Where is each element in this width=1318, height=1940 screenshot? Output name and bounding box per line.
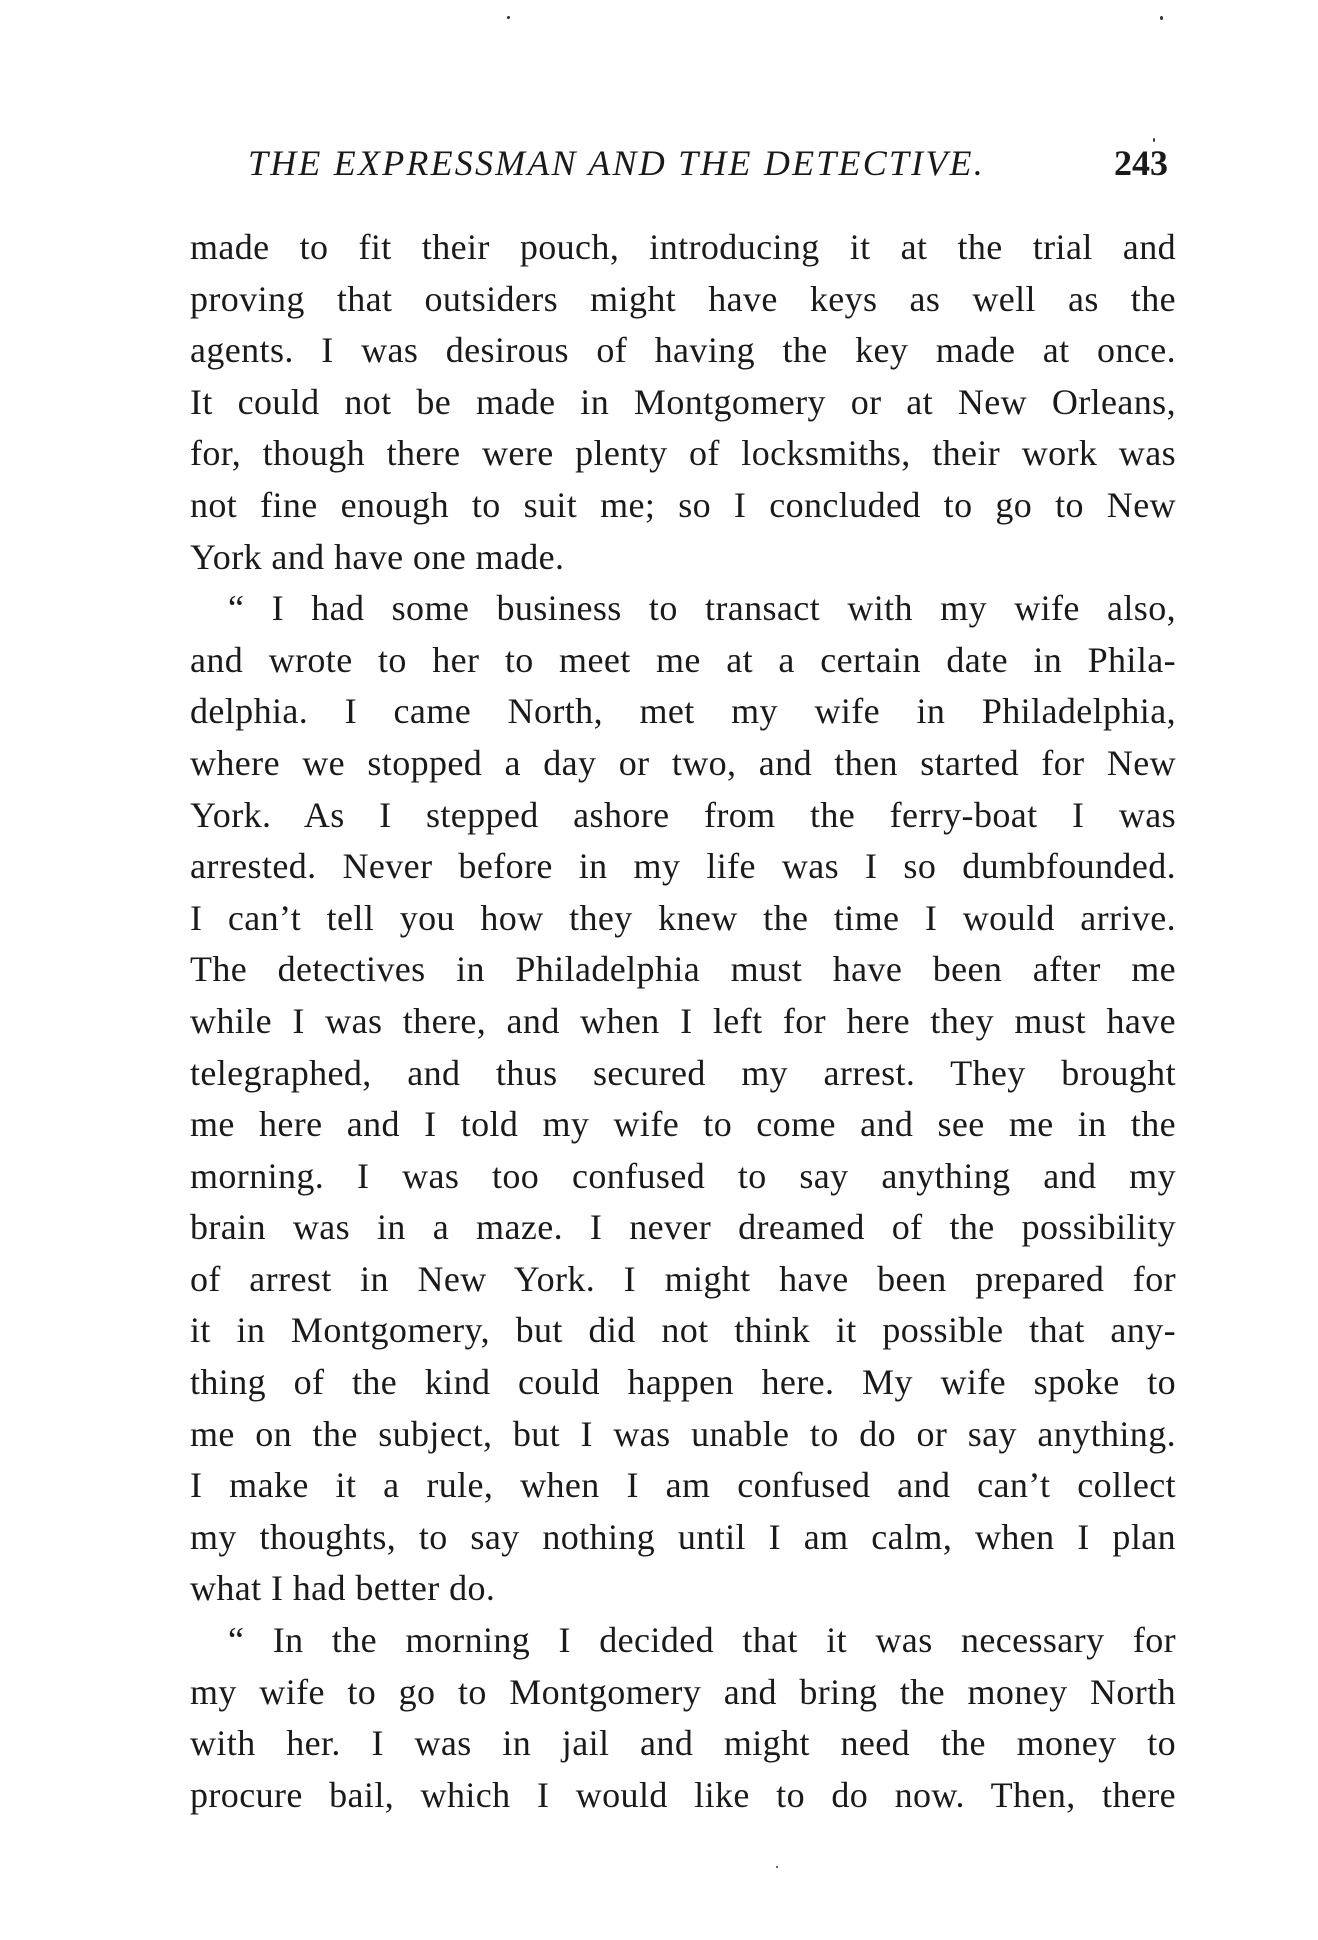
text-line: morning. I was too confused to say anything and my (190, 1155, 1176, 1196)
text-line: where we stopped a day or two, and then started for New (190, 742, 1176, 783)
text-line: telegraphed, and thus secured my arrest. They brought (190, 1052, 1176, 1093)
text-line: agents. I was desirous of having the key made at once. (190, 330, 1176, 371)
running-head (190, 140, 1180, 186)
text-line: of arrest in New York. I might have been prepared for (190, 1258, 1176, 1299)
text-line: York. As I stepped ashore from the ferry-boat I was (190, 794, 1176, 835)
text-line: “ In the morning I decided that it was necessary for (228, 1620, 1176, 1661)
text-line: procure bail, which I would like to do now. Then, there (190, 1774, 1176, 1815)
text-line: It could not be made in Montgomery or at New Orleans, (190, 381, 1176, 422)
text-line: I make it a rule, when I am confused and can’t collect (190, 1465, 1176, 1506)
print-speck (776, 1866, 778, 1868)
text-line: not fine enough to suit me; so I concluded to go to New (190, 484, 1176, 525)
page-number: 243 (1114, 143, 1168, 183)
body-text (190, 222, 1176, 1821)
text-line: made to fit their pouch, introducing it at the trial and (190, 227, 1176, 267)
paragraph (190, 583, 1176, 1615)
text-line: delphia. I came North, met my wife in Philadelphia, (190, 691, 1176, 732)
text-line: brain was in a maze. I never dreamed of the possibility (190, 1207, 1176, 1248)
text-line: and wrote to her to meet me at a certain date in Phila- (190, 639, 1176, 680)
text-line: arrested. Never before in my life was I so dumbfounded. (190, 846, 1176, 887)
text-line: “ I had some business to transact with my wife also, (228, 588, 1176, 629)
text-line: proving that outsiders might have keys as well as the (190, 278, 1176, 319)
running-title: THE EXPRESSMAN AND THE DETECTIVE. (248, 143, 985, 183)
text-line: thing of the kind could happen here. My wife spoke to (190, 1362, 1176, 1403)
print-speck (507, 16, 510, 19)
text-line: my wife to go to Montgomery and bring the money North (190, 1671, 1176, 1712)
text-line: while I was there, and when I left for here they must have (190, 1000, 1176, 1041)
text-line: my thoughts, to say nothing until I am calm, when I plan (190, 1516, 1176, 1557)
text-line: York and have one made. (190, 536, 565, 577)
text-line: me here and I told my wife to come and see me in the (190, 1104, 1176, 1145)
text-line: what I had better do. (190, 1568, 496, 1609)
text-line: me on the subject, but I was unable to do or say anything. (190, 1413, 1176, 1454)
paragraph (190, 1615, 1176, 1821)
print-speck (1153, 138, 1155, 142)
text-line: The detectives in Philadelphia must have been after me (190, 949, 1176, 990)
text-line: it in Montgomery, but did not think it possible that any- (190, 1310, 1176, 1351)
text-line: for, though there were plenty of locksmiths, their work was (190, 433, 1176, 474)
print-speck (1160, 16, 1163, 20)
text-line: with her. I was in jail and might need the money to (190, 1723, 1176, 1764)
text-line: I can’t tell you how they knew the time I would arrive. (190, 897, 1176, 938)
paragraph (190, 222, 1176, 583)
